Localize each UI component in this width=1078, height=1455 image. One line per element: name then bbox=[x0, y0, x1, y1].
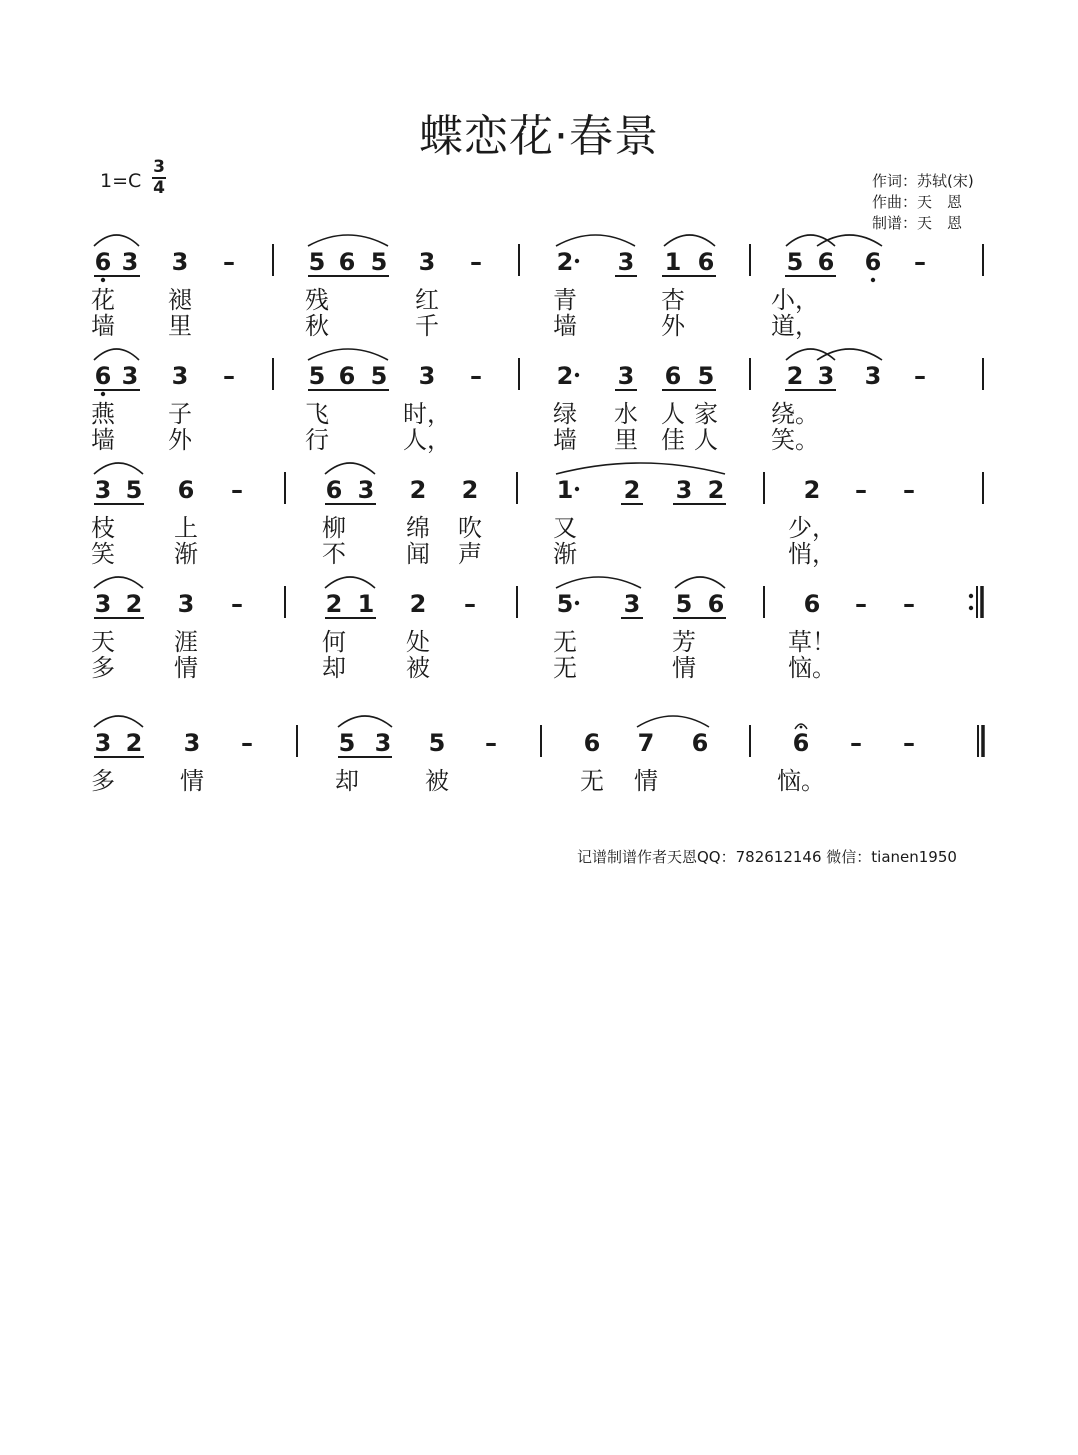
note: 2 bbox=[325, 590, 343, 618]
key-label: 1=C bbox=[100, 170, 142, 192]
note: 3 bbox=[623, 590, 641, 618]
dash-extension: – bbox=[903, 590, 915, 618]
note: 6 bbox=[697, 248, 715, 276]
note: 6 bbox=[803, 590, 821, 618]
note: 6 bbox=[338, 248, 356, 276]
lyric-verse-1: 何 bbox=[322, 628, 346, 656]
lyric-verse-1: 柳 bbox=[322, 514, 346, 542]
note: 7 bbox=[637, 729, 655, 757]
dash-extension: – bbox=[464, 590, 476, 618]
note: 5 bbox=[556, 590, 574, 618]
lyric-verse-1: 恼。 bbox=[777, 767, 825, 795]
time-signature-bottom: 4 bbox=[153, 178, 165, 198]
dash-extension: – bbox=[470, 248, 482, 276]
lyric-verse-2: 道， bbox=[771, 312, 819, 340]
lyric-verse-1: 少， bbox=[788, 514, 836, 542]
note: 1 bbox=[556, 476, 574, 504]
dash-extension: – bbox=[485, 729, 497, 757]
lyric-verse-1: 红 bbox=[415, 286, 439, 314]
lyric-verse-2: 多 bbox=[91, 654, 115, 682]
note: 3 bbox=[94, 729, 112, 757]
slur bbox=[325, 463, 375, 474]
lyric-verse-1: 情 bbox=[634, 767, 658, 795]
lyric-verse-1: 却 bbox=[335, 767, 359, 795]
note: 6 bbox=[664, 362, 682, 390]
dash-extension: – bbox=[855, 590, 867, 618]
note: 6 bbox=[792, 729, 810, 757]
lyric-verse-1: 吹 bbox=[458, 514, 482, 542]
lyric-verse-2: 里 bbox=[614, 426, 638, 454]
note: 2 bbox=[409, 590, 427, 618]
note: 3 bbox=[374, 729, 392, 757]
note: 6 bbox=[691, 729, 709, 757]
slur bbox=[308, 349, 388, 360]
note: 6 bbox=[707, 590, 725, 618]
slur bbox=[556, 463, 725, 474]
slur bbox=[556, 577, 641, 588]
note: 3 bbox=[177, 590, 195, 618]
note: 2 bbox=[125, 590, 143, 618]
dash-extension: – bbox=[231, 476, 243, 504]
lyricist-credit: 作词：苏轼(宋) bbox=[872, 172, 974, 190]
note: 5 bbox=[428, 729, 446, 757]
dash-extension: – bbox=[231, 590, 243, 618]
lyric-verse-1: 花 bbox=[91, 286, 115, 314]
lyric-verse-1: 芳 bbox=[672, 628, 696, 656]
note: 3 bbox=[94, 590, 112, 618]
lyric-verse-1: 涯 bbox=[174, 628, 198, 656]
note: 2 bbox=[556, 248, 574, 276]
note: 6 bbox=[583, 729, 601, 757]
slur bbox=[817, 349, 882, 360]
lyric-verse-1: 情 bbox=[180, 767, 204, 795]
lyric-verse-2: 里 bbox=[168, 312, 192, 340]
slur bbox=[94, 716, 143, 727]
fermata-dot bbox=[800, 726, 803, 729]
dash-extension: – bbox=[855, 476, 867, 504]
lyric-verse-1: 时， bbox=[403, 400, 451, 428]
note: 6 bbox=[864, 248, 882, 276]
page-title: 蝶恋花·春景 bbox=[419, 111, 659, 162]
lyric-verse-2: 墙 bbox=[91, 426, 115, 454]
note: 6 bbox=[325, 476, 343, 504]
note: 5 bbox=[786, 248, 804, 276]
note: 5 bbox=[370, 362, 388, 390]
note: 2 bbox=[125, 729, 143, 757]
slur bbox=[94, 463, 143, 474]
lyric-verse-2: 秋 bbox=[305, 312, 329, 340]
slur bbox=[817, 235, 882, 246]
lyric-verse-2: 却 bbox=[322, 654, 346, 682]
arranger-credit: 制谱：天 恩 bbox=[872, 214, 963, 232]
note: 6 bbox=[817, 248, 835, 276]
lyric-verse-2: 人 bbox=[694, 426, 718, 454]
lyric-verse-2: 佳 bbox=[661, 426, 685, 454]
slur bbox=[94, 349, 139, 360]
note: 3 bbox=[675, 476, 693, 504]
lyric-verse-2: 无 bbox=[553, 654, 577, 682]
lyric-verse-2: 恼。 bbox=[788, 654, 836, 682]
composer-credit: 作曲：天 恩 bbox=[872, 193, 963, 211]
lyric-verse-2: 渐 bbox=[553, 540, 577, 568]
dash-extension: – bbox=[223, 248, 235, 276]
slur bbox=[94, 235, 139, 246]
note: 2 bbox=[556, 362, 574, 390]
lyric-verse-1: 绿 bbox=[553, 400, 577, 428]
note: 5 bbox=[308, 362, 326, 390]
dash-extension: – bbox=[850, 729, 862, 757]
note: 3 bbox=[357, 476, 375, 504]
lyric-verse-2: 笑 bbox=[91, 540, 115, 568]
dash-extension: – bbox=[914, 362, 926, 390]
repeat-dot bbox=[969, 594, 973, 598]
augmentation-dot bbox=[575, 601, 579, 605]
lyric-verse-2: 墙 bbox=[553, 426, 577, 454]
lyric-verse-1: 无 bbox=[553, 628, 577, 656]
note: 3 bbox=[864, 362, 882, 390]
note: 3 bbox=[617, 362, 635, 390]
note: 3 bbox=[171, 362, 189, 390]
lyric-verse-1: 杏 bbox=[661, 286, 685, 314]
note: 3 bbox=[817, 362, 835, 390]
lyric-verse-1: 枝 bbox=[91, 514, 115, 542]
octave-dot-below bbox=[101, 392, 105, 396]
note: 5 bbox=[308, 248, 326, 276]
slur bbox=[94, 577, 143, 588]
lyric-verse-2: 墙 bbox=[553, 312, 577, 340]
lyric-verse-2: 被 bbox=[406, 654, 430, 682]
lyric-verse-1: 草！ bbox=[788, 628, 836, 656]
octave-dot-below bbox=[101, 278, 105, 282]
note: 1 bbox=[357, 590, 375, 618]
octave-dot-below bbox=[871, 278, 875, 282]
note: 3 bbox=[617, 248, 635, 276]
lyric-verse-2: 外 bbox=[661, 312, 685, 340]
slur bbox=[556, 235, 635, 246]
augmentation-dot bbox=[575, 259, 579, 263]
lyric-verse-2: 人， bbox=[403, 426, 451, 454]
slur bbox=[637, 716, 709, 727]
note: 2 bbox=[803, 476, 821, 504]
lyric-verse-1: 处 bbox=[406, 628, 430, 656]
note: 5 bbox=[125, 476, 143, 504]
lyric-verse-1: 上 bbox=[174, 514, 198, 542]
slur bbox=[325, 577, 375, 588]
note: 6 bbox=[338, 362, 356, 390]
note: 5 bbox=[675, 590, 693, 618]
lyric-verse-1: 绵 bbox=[406, 514, 430, 542]
note: 5 bbox=[370, 248, 388, 276]
slur bbox=[338, 716, 392, 727]
note: 5 bbox=[697, 362, 715, 390]
lyric-verse-1: 褪 bbox=[168, 286, 192, 314]
note: 1 bbox=[664, 248, 682, 276]
lyric-verse-1: 水 bbox=[614, 400, 638, 428]
augmentation-dot bbox=[575, 373, 579, 377]
lyric-verse-2: 悄， bbox=[788, 540, 836, 568]
dash-extension: – bbox=[241, 729, 253, 757]
time-signature-top: 3 bbox=[153, 157, 165, 177]
lyric-verse-2: 渐 bbox=[174, 540, 198, 568]
note: 2 bbox=[786, 362, 804, 390]
note: 2 bbox=[707, 476, 725, 504]
lyric-verse-2: 情 bbox=[672, 654, 696, 682]
note: 3 bbox=[171, 248, 189, 276]
lyric-verse-2: 闻 bbox=[406, 540, 430, 568]
lyric-verse-1: 家 bbox=[694, 400, 718, 428]
dash-extension: – bbox=[903, 729, 915, 757]
note: 3 bbox=[121, 362, 139, 390]
dash-extension: – bbox=[903, 476, 915, 504]
note: 5 bbox=[338, 729, 356, 757]
lyric-verse-1: 子 bbox=[168, 400, 192, 428]
lyric-verse-2: 外 bbox=[168, 426, 192, 454]
slur bbox=[664, 235, 715, 246]
lyric-verse-2: 行 bbox=[305, 426, 329, 454]
lyric-verse-1: 多 bbox=[91, 767, 115, 795]
dash-extension: – bbox=[914, 248, 926, 276]
lyric-verse-1: 人 bbox=[661, 400, 685, 428]
lyric-verse-2: 墙 bbox=[91, 312, 115, 340]
note: 6 bbox=[177, 476, 195, 504]
lyric-verse-1: 飞 bbox=[305, 400, 329, 428]
lyric-verse-2: 不 bbox=[322, 540, 346, 568]
note: 2 bbox=[461, 476, 479, 504]
slur bbox=[308, 235, 388, 246]
note: 3 bbox=[94, 476, 112, 504]
slur bbox=[675, 577, 725, 588]
repeat-dot bbox=[969, 606, 973, 610]
lyric-verse-1: 青 bbox=[553, 286, 577, 314]
augmentation-dot bbox=[575, 487, 579, 491]
lyric-verse-2: 声 bbox=[458, 540, 482, 568]
lyric-verse-1: 天 bbox=[91, 628, 115, 656]
footer-contact: 记谱制谱作者天恩QQ：782612146 微信：tianen1950 bbox=[577, 848, 957, 866]
note: 3 bbox=[121, 248, 139, 276]
note: 3 bbox=[418, 248, 436, 276]
note: 2 bbox=[409, 476, 427, 504]
lyric-verse-2: 千 bbox=[415, 312, 439, 340]
note: 3 bbox=[183, 729, 201, 757]
lyric-verse-2: 笑。 bbox=[771, 426, 819, 454]
note: 2 bbox=[623, 476, 641, 504]
lyric-verse-1: 残 bbox=[305, 286, 329, 314]
note: 6 bbox=[94, 362, 112, 390]
lyric-verse-1: 无 bbox=[580, 767, 604, 795]
dash-extension: – bbox=[223, 362, 235, 390]
lyric-verse-1: 被 bbox=[425, 767, 449, 795]
lyric-verse-1: 又 bbox=[553, 514, 577, 542]
dash-extension: – bbox=[470, 362, 482, 390]
lyric-verse-1: 小， bbox=[771, 286, 819, 314]
note: 6 bbox=[94, 248, 112, 276]
lyric-verse-2: 情 bbox=[174, 654, 198, 682]
note: 3 bbox=[418, 362, 436, 390]
lyric-verse-1: 燕 bbox=[91, 400, 115, 428]
lyric-verse-1: 绕。 bbox=[771, 400, 819, 428]
